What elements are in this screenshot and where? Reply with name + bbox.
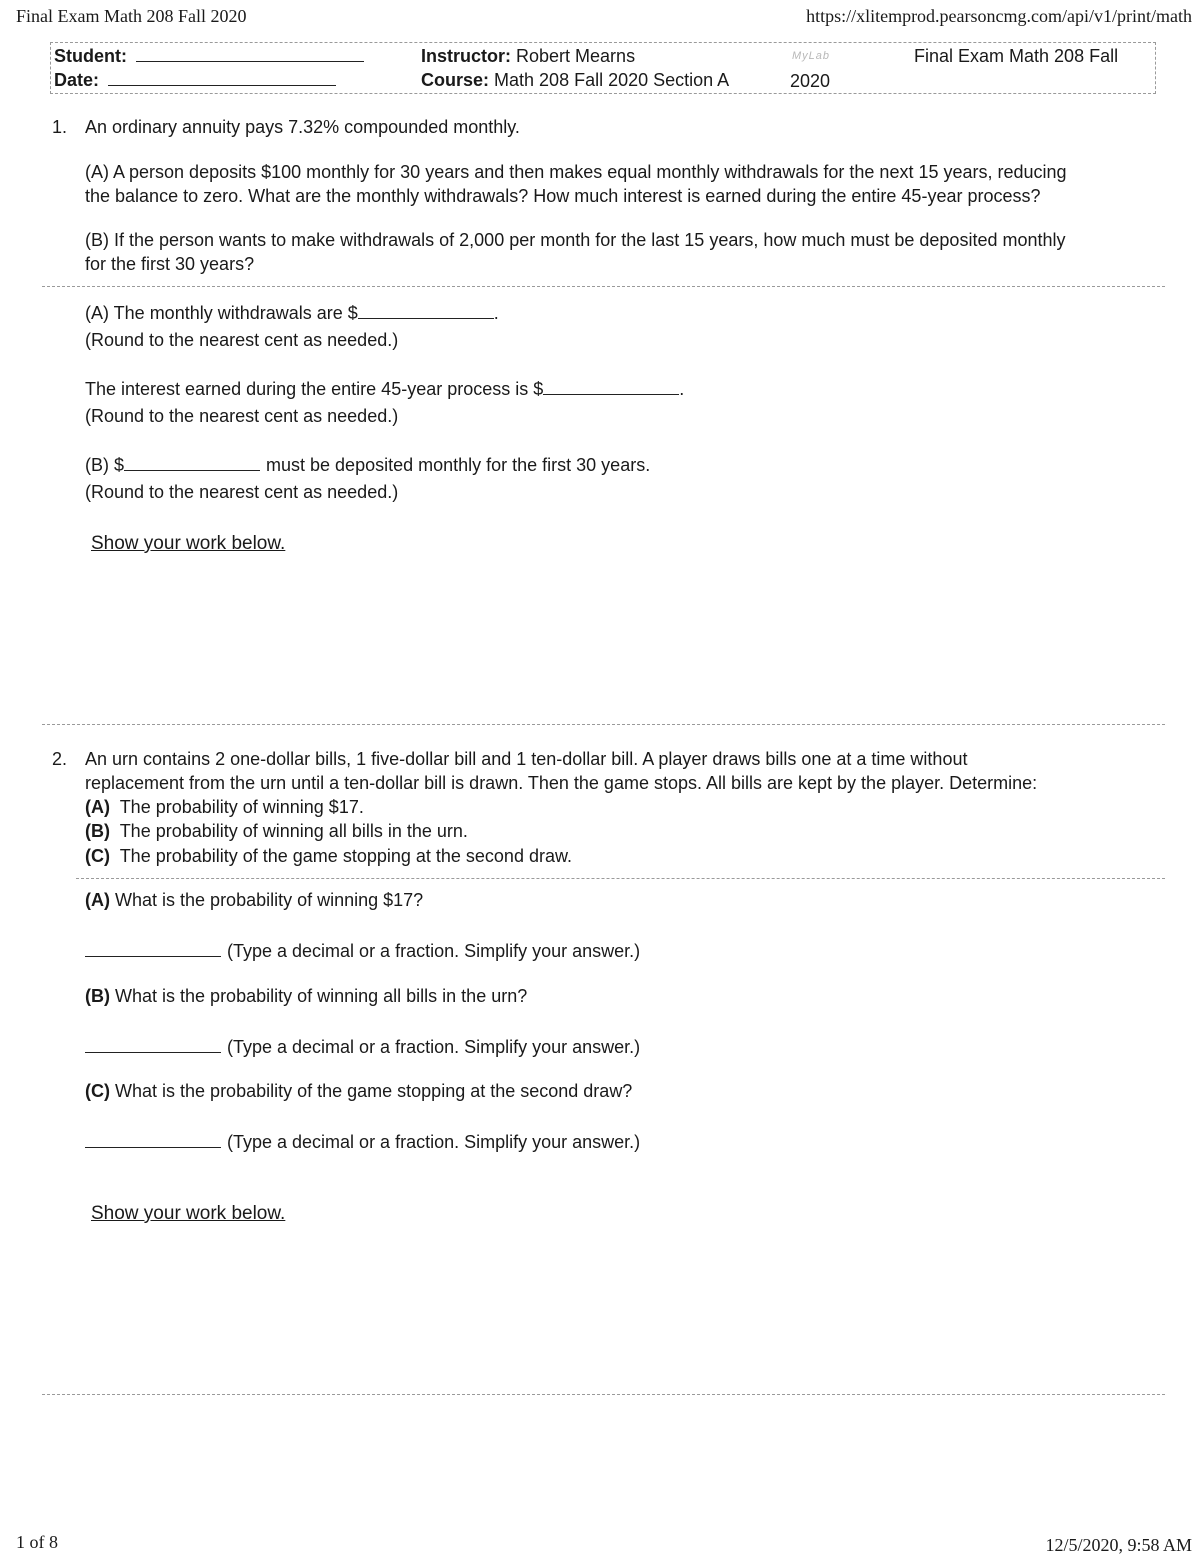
q2-item-C-label: (C) <box>85 846 110 866</box>
print-page-number: 1 of 8 <box>16 1532 58 1552</box>
course-label: Course: <box>421 70 490 90</box>
q2-number: 2. <box>52 749 68 769</box>
print-page-url: https://xlitemprod.pearsoncmg.com/api/v1/print/math <box>806 6 1192 26</box>
q1-partA-line2: the balance to zero. What are the monthly withdrawals? How much interest is earned during the entire 45-year process? <box>85 186 1041 206</box>
q2-stem-line2: replacement from the urn until a ten-dollar bill is drawn. Then the game stops. All bills are kept by the player. Determine: <box>85 773 1038 793</box>
q2-answerB-hint: (Type a decimal or a fraction. Simplify your answer.) <box>227 1037 641 1057</box>
course-row <box>421 70 729 91</box>
q1-answerA-row <box>85 300 499 325</box>
q2-item-B-label: (B) <box>85 821 110 841</box>
q1-answerB-blank[interactable] <box>124 452 260 471</box>
q1-stem: An ordinary annuity pays 7.32% compounded monthly. <box>85 117 520 137</box>
q1-divider <box>42 286 1165 287</box>
q2-question-B-text: What is the probability of winning all bills in the urn? <box>115 986 528 1006</box>
q2-answerB-row <box>85 1032 640 1059</box>
q1-partB-line1: (B) If the person wants to make withdrawals of 2,000 per month for the last 15 years, how much must be deposited monthly <box>85 230 1066 250</box>
date-blank[interactable] <box>108 85 336 86</box>
q2-answerB-blank[interactable] <box>85 1032 221 1053</box>
student-label: Student: <box>54 46 127 66</box>
date-label: Date: <box>54 70 100 90</box>
q2-show-work: Show your work below. <box>91 1203 286 1224</box>
q1-round-note-2: (Round to the nearest cent as needed.) <box>85 406 399 426</box>
q2-item-B-text: The probability of winning all bills in the urn. <box>119 821 468 841</box>
q2-item-C <box>85 844 572 868</box>
q1-answerA-blank[interactable] <box>358 300 494 319</box>
q2-item-A-text: The probability of winning $17. <box>119 797 364 817</box>
q1-answerA-prefix: (A) The monthly withdrawals are $ <box>85 303 358 323</box>
instructor-row <box>421 46 635 67</box>
assignment-title-line2: 2020 <box>790 71 831 91</box>
q1-show-work: Show your work below. <box>91 533 286 554</box>
instructor-label: Instructor: <box>421 46 511 66</box>
print-datetime: 12/5/2020, 9:58 AM <box>1045 1535 1192 1555</box>
q1-interest-prefix: The interest earned during the entire 45-year process is $ <box>85 379 544 399</box>
q1-interest-blank[interactable] <box>543 376 679 395</box>
print-page-title: Final Exam Math 208 Fall 2020 <box>16 6 247 26</box>
q1-interest-row <box>85 376 684 401</box>
q2-question-C-label: (C) <box>85 1081 110 1101</box>
instructor-name: Robert Mearns <box>516 46 636 66</box>
student-name-blank[interactable] <box>136 61 364 62</box>
q1-answerB-row <box>85 452 650 477</box>
q1-partA-line1: (A) A person deposits $100 monthly for 30 years and then makes equal monthly withdrawals for the next 15 years, reducing <box>85 162 1067 182</box>
q1-number: 1. <box>52 117 68 137</box>
course-name: Math 208 Fall 2020 Section A <box>494 70 730 90</box>
q2-divider <box>76 878 1165 879</box>
q2-question-A <box>85 888 423 912</box>
q2-question-B-label: (B) <box>85 986 110 1006</box>
date-row <box>54 70 336 91</box>
q1-interest-suffix: . <box>679 379 685 399</box>
assignment-title-line1: Final Exam Math 208 Fall <box>914 46 1119 66</box>
q2-question-A-label: (A) <box>85 890 110 910</box>
q1-answerA-suffix: . <box>493 303 499 323</box>
q1-round-note-1: (Round to the nearest cent as needed.) <box>85 330 399 350</box>
q2-answerC-blank[interactable] <box>85 1127 221 1148</box>
q2-question-A-text: What is the probability of winning $17? <box>115 890 424 910</box>
mylab-logo: MyLab <box>792 50 831 62</box>
section-divider-2 <box>42 1394 1165 1395</box>
q2-question-C <box>85 1079 632 1103</box>
q2-answerA-blank[interactable] <box>85 936 221 957</box>
q1-partB-line2: for the first 30 years? <box>85 254 255 274</box>
student-row <box>54 46 364 67</box>
q2-item-C-text: The probability of the game stopping at the second draw. <box>119 846 572 866</box>
q2-item-A <box>85 795 364 819</box>
q2-question-C-text: What is the probability of the game stopping at the second draw? <box>115 1081 633 1101</box>
q2-question-B <box>85 984 527 1008</box>
q2-answerC-hint: (Type a decimal or a fraction. Simplify your answer.) <box>227 1132 641 1152</box>
q2-answerC-row <box>85 1127 640 1154</box>
q1-answerB-suffix: must be deposited monthly for the first 30 years. <box>266 455 651 475</box>
q2-answerA-hint: (Type a decimal or a fraction. Simplify your answer.) <box>227 941 641 961</box>
q1-answerB-prefix: (B) $ <box>85 455 125 475</box>
section-divider-1 <box>42 724 1165 725</box>
q2-stem-line1: An urn contains 2 one-dollar bills, 1 five-dollar bill and 1 ten-dollar bill. A player draws bills one at a time without <box>85 749 968 769</box>
q2-item-B <box>85 819 468 843</box>
q2-item-A-label: (A) <box>85 797 110 817</box>
q1-round-note-3: (Round to the nearest cent as needed.) <box>85 482 399 502</box>
q2-answerA-row <box>85 936 640 963</box>
